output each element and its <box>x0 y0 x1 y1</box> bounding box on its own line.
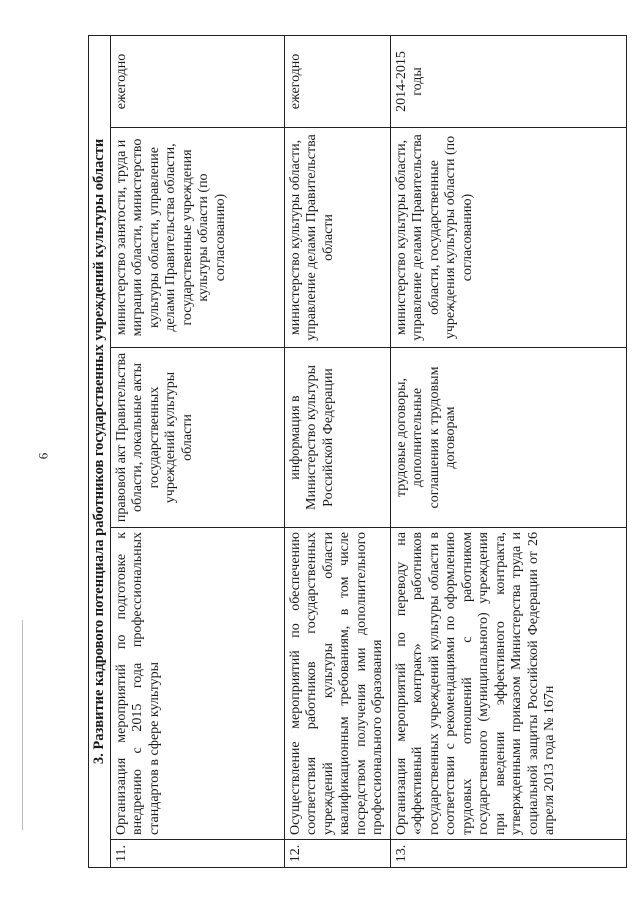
result-cell: трудовые договоры, дополнительные соглашения к трудовым договорам <box>390 348 626 528</box>
table-row <box>390 35 626 867</box>
activity-cell: Осуществление мероприятий по обеспечению соответствия работников государственных учреждений культуры области квалификационным требованиям, в том числе посредством получения ими дополнительного профессионального образования <box>284 528 390 840</box>
deadline-cell: ежегодно <box>110 35 284 127</box>
row-number: 13. <box>390 840 626 868</box>
scan-margin-line <box>22 620 23 830</box>
responsible-cell: министерство культуры области, управление делами Правительства области, государственные учреждения культуры области (по согласованию) <box>390 128 626 348</box>
responsible-cell: министерство культуры области, управление делами Правительства области <box>284 128 390 348</box>
result-cell: правовой акт Правительства области, локальные акты государственных учреждений культуры области <box>110 348 284 528</box>
table-row <box>284 35 390 867</box>
page-number: 6 <box>35 452 51 460</box>
plan-table <box>88 35 627 868</box>
row-number: 11. <box>110 840 284 868</box>
deadline-cell: ежегодно <box>284 35 390 127</box>
activity-cell: Организация мероприятий по переводу на «эффективный контракт» работников государственных учреждений культуры области в соответствии с рекомендациями по оформлению трудовых отношений с работником государственного (муниципального) учреждения при введении эффективного контракта, утвержденными приказом Министерства труда и социальной защиты Российской Федерации от 26 апреля 2013 года № 167н <box>390 528 626 840</box>
table-row <box>110 35 284 867</box>
responsible-cell: министерство занятости, труда и миграции области, министерство культуры области, управление делами Правительства области, государственные учреждения культуры области (по согласованию) <box>110 128 284 348</box>
section-title: 3. Развитие кадрового потенциала работников государственных учреждений культуры области <box>89 35 111 867</box>
result-cell: информация в Министерство культуры Российской Федерации <box>284 348 390 528</box>
activity-cell: Организация мероприятий по подготовке к внедрению с 2015 года профессиональных стандартов в сфере культуры <box>110 528 284 840</box>
deadline-cell: 2014-2015 годы <box>390 35 626 127</box>
rotated-table-container <box>88 36 608 868</box>
row-number: 12. <box>284 840 390 868</box>
